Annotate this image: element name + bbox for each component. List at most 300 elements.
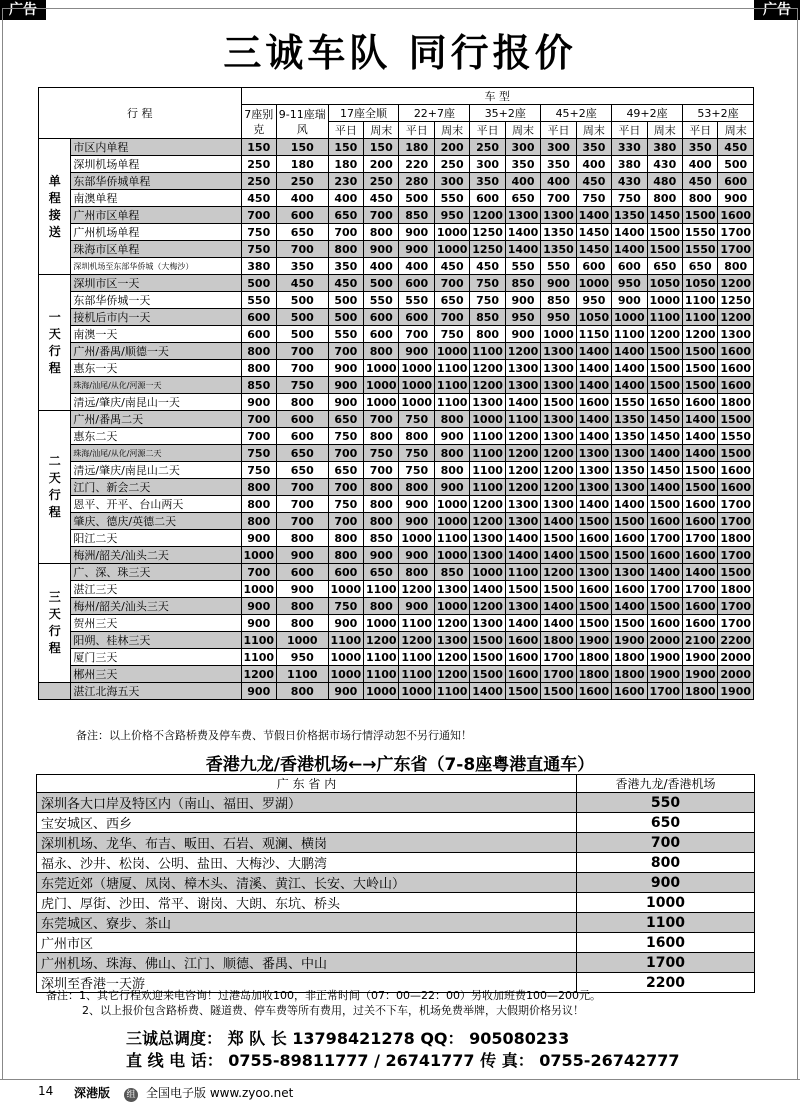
price-cell: 1600 bbox=[576, 683, 611, 700]
vehicle-sub-4-0: 平日 bbox=[470, 122, 505, 139]
price-cell: 700 bbox=[541, 190, 576, 207]
price-cell: 1000 bbox=[612, 309, 647, 326]
price-cell: 350 bbox=[541, 156, 576, 173]
price-cell: 1400 bbox=[647, 564, 682, 581]
vehicle-sub-5-1: 周末 bbox=[576, 122, 611, 139]
price-cell: 800 bbox=[434, 445, 469, 462]
route-name: 梅洲/韶关/汕头二天 bbox=[71, 547, 241, 564]
vehicle-type-1: 9-11座瑞风 bbox=[276, 105, 328, 139]
price-cell: 500 bbox=[276, 309, 328, 326]
price-cell: 1300 bbox=[612, 564, 647, 581]
price-cell: 1000 bbox=[241, 581, 276, 598]
price-cell: 1000 bbox=[434, 224, 469, 241]
price-cell: 550 bbox=[434, 190, 469, 207]
price-cell: 450 bbox=[470, 258, 505, 275]
price-cell: 1200 bbox=[434, 615, 469, 632]
price-cell: 1700 bbox=[647, 530, 682, 547]
price-cell: 900 bbox=[399, 224, 434, 241]
price-cell: 600 bbox=[276, 411, 328, 428]
route-name: 南澳单程 bbox=[71, 190, 241, 207]
price-cell: 1500 bbox=[682, 207, 717, 224]
price-cell: 1600 bbox=[682, 598, 717, 615]
price-cell: 600 bbox=[470, 190, 505, 207]
price-cell: 600 bbox=[364, 309, 399, 326]
price-cell: 1250 bbox=[718, 292, 754, 309]
price-cell: 1400 bbox=[576, 496, 611, 513]
price-cell: 700 bbox=[434, 309, 469, 326]
table-row bbox=[39, 190, 754, 207]
price-cell: 600 bbox=[399, 275, 434, 292]
route-name: 珠海市区单程 bbox=[71, 241, 241, 258]
price-cell: 900 bbox=[241, 683, 276, 700]
table-row bbox=[39, 513, 754, 530]
price-cell: 1600 bbox=[505, 666, 540, 683]
price-cell: 1800 bbox=[718, 530, 754, 547]
price-cell: 950 bbox=[276, 649, 328, 666]
price-cell: 600 bbox=[241, 326, 276, 343]
table-row bbox=[39, 241, 754, 258]
price-cell: 1600 bbox=[682, 513, 717, 530]
price-cell: 950 bbox=[541, 309, 576, 326]
price-cell: 700 bbox=[276, 496, 328, 513]
price-cell: 800 bbox=[276, 683, 328, 700]
price-cell: 1200 bbox=[647, 326, 682, 343]
price-cell: 800 bbox=[241, 496, 276, 513]
price-cell: 1050 bbox=[682, 275, 717, 292]
price-cell: 1100 bbox=[399, 649, 434, 666]
price-cell: 350 bbox=[328, 258, 363, 275]
price-cell: 800 bbox=[364, 224, 399, 241]
route-name: 梅州/韶关/汕头三天 bbox=[71, 598, 241, 615]
hk-place: 宝安城区、西乡 bbox=[37, 813, 577, 833]
price-cell: 600 bbox=[328, 564, 363, 581]
price-cell: 900 bbox=[434, 428, 469, 445]
price-cell: 700 bbox=[328, 224, 363, 241]
route-name: 广、深、珠三天 bbox=[71, 564, 241, 581]
price-cell: 1500 bbox=[718, 411, 754, 428]
price-cell: 1500 bbox=[541, 530, 576, 547]
price-cell: 700 bbox=[364, 207, 399, 224]
price-cell: 1100 bbox=[241, 632, 276, 649]
price-cell: 1100 bbox=[434, 683, 469, 700]
price-cell: 900 bbox=[399, 343, 434, 360]
route-name: 广州机场单程 bbox=[71, 224, 241, 241]
price-cell: 1000 bbox=[399, 530, 434, 547]
price-cell: 1600 bbox=[718, 207, 754, 224]
price-cell: 1500 bbox=[647, 598, 682, 615]
price-cell: 1200 bbox=[541, 479, 576, 496]
table-row bbox=[39, 275, 754, 292]
price-cell: 1700 bbox=[682, 581, 717, 598]
price-cell: 700 bbox=[241, 564, 276, 581]
route-name: 广州/番禺二天 bbox=[71, 411, 241, 428]
footnote bbox=[46, 988, 601, 1018]
price-cell: 1400 bbox=[612, 598, 647, 615]
price-cell: 1450 bbox=[576, 241, 611, 258]
price-cell: 1500 bbox=[505, 683, 540, 700]
vehicle-sub-3-1: 周末 bbox=[434, 122, 469, 139]
table-row bbox=[39, 292, 754, 309]
route-header: 行 程 bbox=[39, 88, 242, 139]
hk-price: 1100 bbox=[577, 913, 755, 933]
price-cell: 750 bbox=[276, 377, 328, 394]
price-cell: 1300 bbox=[541, 360, 576, 377]
price-cell: 650 bbox=[276, 462, 328, 479]
price-cell: 1700 bbox=[647, 683, 682, 700]
price-cell: 1100 bbox=[276, 666, 328, 683]
price-cell: 1150 bbox=[576, 326, 611, 343]
price-cell: 1000 bbox=[328, 581, 363, 598]
price-cell: 700 bbox=[434, 275, 469, 292]
price-cell: 850 bbox=[241, 377, 276, 394]
price-cell: 1350 bbox=[612, 428, 647, 445]
price-cell: 500 bbox=[718, 156, 754, 173]
price-cell: 500 bbox=[241, 275, 276, 292]
price-cell: 250 bbox=[241, 156, 276, 173]
price-cell: 1600 bbox=[682, 496, 717, 513]
price-cell: 400 bbox=[399, 258, 434, 275]
hk-price: 1600 bbox=[577, 933, 755, 953]
price-cell: 1200 bbox=[434, 649, 469, 666]
price-cell: 1200 bbox=[470, 360, 505, 377]
price-cell: 180 bbox=[399, 139, 434, 156]
footnote-line-2: 2、以上报价包含路桥费、隧道费、停车费等所有费用，过关不下车，机场免费举牌，大假期价格另议！ bbox=[82, 1004, 584, 1017]
price-cell: 1200 bbox=[470, 377, 505, 394]
price-cell: 1400 bbox=[576, 207, 611, 224]
price-cell: 1650 bbox=[647, 394, 682, 411]
price-cell: 850 bbox=[399, 207, 434, 224]
price-cell: 500 bbox=[328, 309, 363, 326]
hk-place: 福永、沙井、松岗、公明、盐田、大梅沙、大鹏湾 bbox=[37, 853, 577, 873]
price-cell: 1450 bbox=[647, 462, 682, 479]
price-cell: 1600 bbox=[505, 649, 540, 666]
price-cell: 1000 bbox=[364, 683, 399, 700]
footnote-line-1: 备注：1、其它行程欢迎来电咨询！过港岛加收100，非正常时间（07：00—22：00）另收加班费100—200元。 bbox=[46, 989, 601, 1002]
price-cell: 1400 bbox=[505, 530, 540, 547]
price-cell: 1300 bbox=[505, 377, 540, 394]
route-name: 清远/肇庆/南昆山二天 bbox=[71, 462, 241, 479]
price-cell: 1500 bbox=[682, 360, 717, 377]
table-row bbox=[39, 258, 754, 275]
price-cell: 1000 bbox=[470, 564, 505, 581]
price-cell: 850 bbox=[434, 564, 469, 581]
table-row bbox=[39, 581, 754, 598]
price-cell: 800 bbox=[241, 343, 276, 360]
price-cell: 900 bbox=[241, 394, 276, 411]
price-cell: 750 bbox=[328, 428, 363, 445]
route-name: 厦门三天 bbox=[71, 649, 241, 666]
price-cell: 230 bbox=[328, 173, 363, 190]
price-cell: 180 bbox=[328, 156, 363, 173]
price-cell: 1700 bbox=[541, 666, 576, 683]
vehicle-sub-3-0: 平日 bbox=[399, 122, 434, 139]
price-cell: 1000 bbox=[399, 377, 434, 394]
price-cell: 800 bbox=[276, 394, 328, 411]
hk-row bbox=[37, 893, 755, 913]
price-cell: 1600 bbox=[612, 530, 647, 547]
table-row bbox=[39, 139, 754, 156]
hk-row bbox=[37, 933, 755, 953]
price-cell: 1100 bbox=[364, 666, 399, 683]
price-cell: 1500 bbox=[647, 496, 682, 513]
price-cell: 750 bbox=[470, 292, 505, 309]
price-cell: 1100 bbox=[470, 428, 505, 445]
price-cell: 1400 bbox=[647, 479, 682, 496]
price-cell: 1200 bbox=[434, 666, 469, 683]
price-cell: 650 bbox=[682, 258, 717, 275]
table-row bbox=[39, 530, 754, 547]
price-cell: 1300 bbox=[541, 428, 576, 445]
route-name: 江门、新会二天 bbox=[71, 479, 241, 496]
hk-price: 700 bbox=[577, 833, 755, 853]
price-cell: 1200 bbox=[241, 666, 276, 683]
price-cell: 1500 bbox=[647, 343, 682, 360]
price-cell: 1500 bbox=[576, 513, 611, 530]
price-cell: 1300 bbox=[505, 496, 540, 513]
price-cell: 1350 bbox=[541, 224, 576, 241]
price-cell: 1400 bbox=[505, 394, 540, 411]
price-cell: 950 bbox=[434, 207, 469, 224]
price-cell: 500 bbox=[276, 326, 328, 343]
price-cell: 1400 bbox=[576, 377, 611, 394]
price-cell: 550 bbox=[399, 292, 434, 309]
vehicle-type-0: 7座别克 bbox=[241, 105, 276, 139]
price-cell: 800 bbox=[682, 190, 717, 207]
price-cell: 900 bbox=[505, 326, 540, 343]
site-url: 全国电子版 www.zyoo.net bbox=[146, 1086, 294, 1100]
price-cell: 200 bbox=[364, 156, 399, 173]
price-cell: 1100 bbox=[470, 343, 505, 360]
price-cell: 150 bbox=[328, 139, 363, 156]
price-cell: 900 bbox=[241, 598, 276, 615]
price-cell: 900 bbox=[612, 292, 647, 309]
price-cell: 480 bbox=[647, 173, 682, 190]
price-cell: 800 bbox=[276, 530, 328, 547]
price-cell: 700 bbox=[241, 207, 276, 224]
price-cell: 1500 bbox=[576, 547, 611, 564]
price-cell: 450 bbox=[718, 139, 754, 156]
hk-place: 深圳各大口岸及特区内（南山、福田、罗湖） bbox=[37, 793, 577, 813]
price-cell: 1400 bbox=[612, 496, 647, 513]
price-cell: 1900 bbox=[682, 649, 717, 666]
route-name: 东部华侨城单程 bbox=[71, 173, 241, 190]
price-cell: 1000 bbox=[434, 547, 469, 564]
price-cell: 1100 bbox=[364, 649, 399, 666]
price-cell: 1000 bbox=[399, 394, 434, 411]
price-cell: 600 bbox=[364, 326, 399, 343]
price-cell: 1300 bbox=[576, 462, 611, 479]
price-cell: 650 bbox=[505, 190, 540, 207]
group-label-0: 单程接送 bbox=[39, 139, 71, 275]
route-name: 深圳市区一天 bbox=[71, 275, 241, 292]
price-cell: 1400 bbox=[682, 564, 717, 581]
price-cell: 450 bbox=[364, 190, 399, 207]
price-cell: 750 bbox=[241, 241, 276, 258]
price-cell: 1300 bbox=[576, 445, 611, 462]
price-cell: 1300 bbox=[718, 326, 754, 343]
price-cell: 1100 bbox=[647, 309, 682, 326]
price-cell: 150 bbox=[241, 139, 276, 156]
price-cell: 350 bbox=[682, 139, 717, 156]
price-cell: 800 bbox=[364, 428, 399, 445]
price-cell: 1200 bbox=[399, 581, 434, 598]
price-cell: 1300 bbox=[576, 564, 611, 581]
hk-price: 900 bbox=[577, 873, 755, 893]
price-cell: 1700 bbox=[718, 615, 754, 632]
page-footer: 14 深港版 组 全国电子版 www.zyoo.net bbox=[0, 1079, 800, 1101]
table-row bbox=[39, 598, 754, 615]
price-cell: 1400 bbox=[470, 581, 505, 598]
price-cell: 1000 bbox=[434, 598, 469, 615]
price-cell: 1050 bbox=[576, 309, 611, 326]
price-cell: 1200 bbox=[399, 632, 434, 649]
price-cell: 2200 bbox=[718, 632, 754, 649]
price-cell: 800 bbox=[328, 530, 363, 547]
price-cell: 1200 bbox=[470, 207, 505, 224]
table-row bbox=[39, 360, 754, 377]
price-cell: 1400 bbox=[682, 411, 717, 428]
price-cell: 1400 bbox=[612, 377, 647, 394]
price-cell: 1500 bbox=[541, 581, 576, 598]
price-cell: 220 bbox=[399, 156, 434, 173]
price-cell: 400 bbox=[576, 156, 611, 173]
vehicle-type-6: 49+2座 bbox=[612, 105, 683, 122]
price-cell: 900 bbox=[399, 496, 434, 513]
table-row bbox=[39, 649, 754, 666]
price-cell: 1400 bbox=[576, 428, 611, 445]
price-cell: 1500 bbox=[470, 649, 505, 666]
price-cell: 1600 bbox=[647, 615, 682, 632]
price-cell: 600 bbox=[241, 309, 276, 326]
price-cell: 350 bbox=[576, 139, 611, 156]
price-cell: 2000 bbox=[647, 632, 682, 649]
table-row bbox=[39, 428, 754, 445]
vehicle-type-5: 45+2座 bbox=[541, 105, 612, 122]
vehicle-sub-6-0: 平日 bbox=[612, 122, 647, 139]
price-cell: 800 bbox=[647, 190, 682, 207]
route-name: 阳江二天 bbox=[71, 530, 241, 547]
table-row bbox=[39, 615, 754, 632]
price-cell: 1400 bbox=[505, 615, 540, 632]
price-cell: 1500 bbox=[541, 394, 576, 411]
price-cell: 1400 bbox=[576, 411, 611, 428]
price-cell: 900 bbox=[241, 615, 276, 632]
vehicle-type-4: 35+2座 bbox=[470, 105, 541, 122]
price-cell: 850 bbox=[470, 309, 505, 326]
price-cell: 1400 bbox=[576, 343, 611, 360]
price-cell: 1300 bbox=[505, 207, 540, 224]
price-cell: 900 bbox=[364, 241, 399, 258]
price-cell: 1500 bbox=[682, 479, 717, 496]
price-cell: 1600 bbox=[505, 632, 540, 649]
edition-label: 深港版 bbox=[74, 1086, 111, 1100]
price-cell: 800 bbox=[241, 479, 276, 496]
price-cell: 1350 bbox=[612, 462, 647, 479]
route-name: 惠东二天 bbox=[71, 428, 241, 445]
price-cell: 900 bbox=[541, 275, 576, 292]
price-cell: 550 bbox=[241, 292, 276, 309]
price-cell: 1500 bbox=[647, 241, 682, 258]
price-cell: 1600 bbox=[612, 683, 647, 700]
vehicle-sub-7-1: 周末 bbox=[718, 122, 754, 139]
price-cell: 1600 bbox=[682, 547, 717, 564]
price-cell: 800 bbox=[399, 428, 434, 445]
price-cell: 1600 bbox=[576, 581, 611, 598]
price-cell: 400 bbox=[682, 156, 717, 173]
price-cell: 1500 bbox=[612, 547, 647, 564]
price-cell: 2100 bbox=[682, 632, 717, 649]
price-cell: 1900 bbox=[718, 683, 754, 700]
group-label-empty bbox=[39, 683, 71, 700]
price-cell: 550 bbox=[505, 258, 540, 275]
price-cell: 700 bbox=[328, 445, 363, 462]
hk-place: 东莞城区、寮步、茶山 bbox=[37, 913, 577, 933]
price-cell: 1550 bbox=[612, 394, 647, 411]
price-cell: 2000 bbox=[718, 649, 754, 666]
price-cell: 1450 bbox=[576, 224, 611, 241]
price-cell: 1400 bbox=[647, 445, 682, 462]
price-cell: 800 bbox=[276, 615, 328, 632]
price-cell: 800 bbox=[399, 564, 434, 581]
price-cell: 700 bbox=[241, 411, 276, 428]
price-cell: 1000 bbox=[399, 360, 434, 377]
price-cell: 1200 bbox=[505, 445, 540, 462]
price-cell: 800 bbox=[364, 479, 399, 496]
price-cell: 1100 bbox=[682, 309, 717, 326]
price-cell: 1700 bbox=[541, 649, 576, 666]
price-cell: 900 bbox=[276, 581, 328, 598]
price-cell: 800 bbox=[241, 360, 276, 377]
price-cell: 1400 bbox=[470, 683, 505, 700]
hk-row bbox=[37, 853, 755, 873]
hk-price: 1700 bbox=[577, 953, 755, 973]
price-cell: 1500 bbox=[647, 224, 682, 241]
vehicle-sub-5-0: 平日 bbox=[541, 122, 576, 139]
hk-price: 550 bbox=[577, 793, 755, 813]
price-cell: 1600 bbox=[682, 394, 717, 411]
price-cell: 650 bbox=[328, 207, 363, 224]
price-cell: 1000 bbox=[276, 632, 328, 649]
price-cell: 550 bbox=[328, 326, 363, 343]
price-cell: 1200 bbox=[718, 309, 754, 326]
price-cell: 1500 bbox=[682, 462, 717, 479]
price-cell: 1500 bbox=[718, 564, 754, 581]
hk-place: 虎门、厚街、沙田、常平、谢岗、大朗、东坑、桥头 bbox=[37, 893, 577, 913]
price-cell: 1300 bbox=[541, 207, 576, 224]
price-cell: 1000 bbox=[434, 343, 469, 360]
price-cell: 1300 bbox=[470, 615, 505, 632]
route-name: 广州市区单程 bbox=[71, 207, 241, 224]
price-cell: 1300 bbox=[541, 411, 576, 428]
price-cell: 1300 bbox=[541, 377, 576, 394]
route-name: 深圳机场至东部华侨城（大梅沙） bbox=[71, 258, 241, 275]
price-cell: 1600 bbox=[647, 547, 682, 564]
table-row bbox=[39, 564, 754, 581]
price-cell: 550 bbox=[541, 258, 576, 275]
price-cell: 380 bbox=[241, 258, 276, 275]
hk-row bbox=[37, 813, 755, 833]
contact-dispatch: 三诚总调度： 郑 队 长 13798421278 QQ： 905080233 bbox=[126, 1029, 570, 1048]
hk-price: 2200 bbox=[577, 973, 755, 993]
group-label-3: 三天行程 bbox=[39, 564, 71, 683]
price-cell: 300 bbox=[541, 139, 576, 156]
price-cell: 900 bbox=[434, 479, 469, 496]
hk-section-title: 香港九龙/香港机场←→广东省（7-8座粤港直通车） bbox=[205, 755, 595, 775]
price-cell: 1200 bbox=[505, 479, 540, 496]
route-name: 南澳一天 bbox=[71, 326, 241, 343]
price-cell: 1100 bbox=[434, 377, 469, 394]
price-cell: 1400 bbox=[541, 547, 576, 564]
